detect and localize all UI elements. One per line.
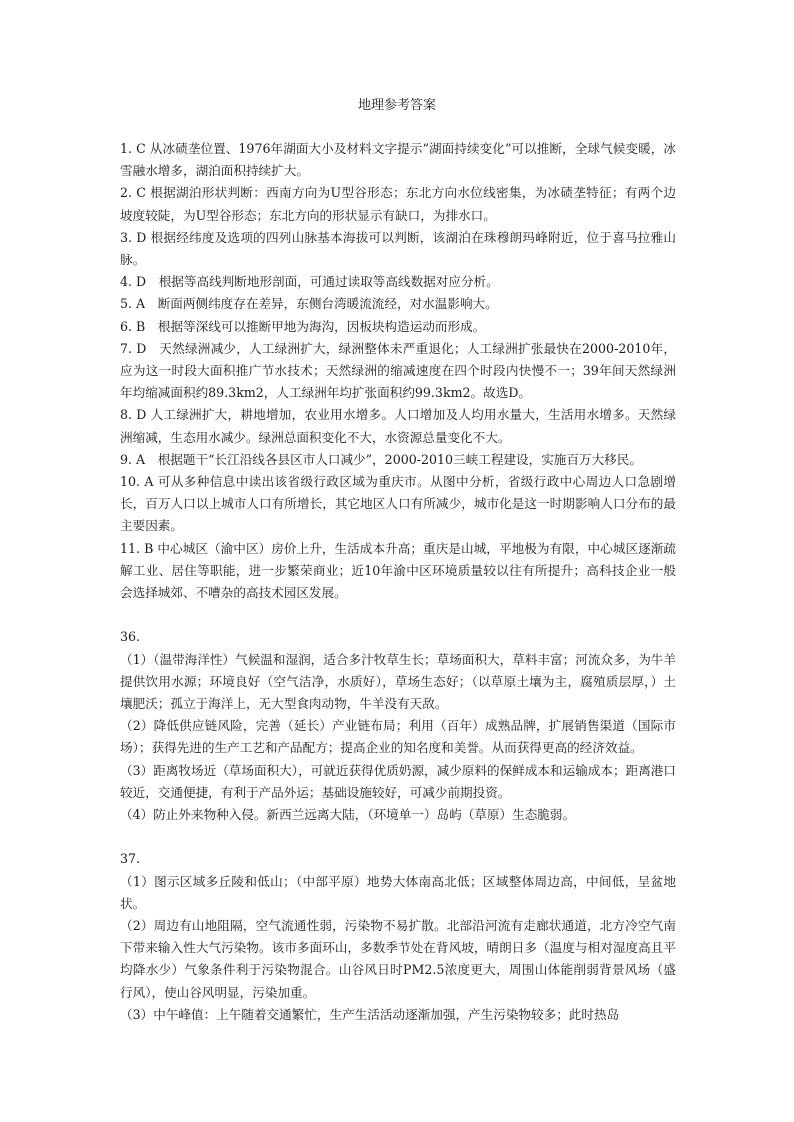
question-number: 37. [120,851,141,867]
answer-item: 1. C 从冰碛垄位置、1976年湖面大小及材料文字提示“湖面持续变化”可以推断，全球气候变暖，冰雪融水增多，湖泊面积持续扩大。 [120,141,676,179]
answer-item: 10. A 可从多种信息中读出该省级行政区域为重庆市。从图中分析，省级行政中心周边人口急剧增长，百万人口以上城市人口有所增长，其它地区人口有所减少，城市化是这一时期影响人口分布的最主要因素。 [120,474,676,534]
answer-item: 8. D 人工绿洲扩大，耕地增加，农业用水增多。人口增加及人均用水量大，生活用水增多。天然绿洲缩减，生态用水减少。绿洲总面积变化不大，水资源总量变化不大。 [120,407,676,445]
answer-item: 11. B 中心城区（渝中区）房价上升，生活成本升高；重庆是山城，平地极为有限，中心城区逐渐疏解工业、居住等职能，进一步繁荣商业；近10年渝中区环境质量较以往有所提升；高科技企业一般会选择城郊、不嘈杂的高技术园区发展。 [120,540,676,601]
sub-answer: （4）防止外来物种入侵。新西兰远离大陆，（环境单一）岛屿（草原）生态脆弱。 [120,807,576,823]
sub-answer: （3）距离牧场近（草场面积大），可就近获得优质奶源，减少原料的保鲜成本和运输成本；距离港口较近，交通便捷，有利于产品外运；基础设施较好，可减少前期投资。 [120,762,676,800]
section-spacer [120,604,676,626]
answer-item: 2. C 根据湖泊形状判断：西南方向为U型谷形态；东北方向水位线密集，为冰碛垄特征；有两个边坡度较陡，为U型谷形态；东北方向的形状显示有缺口，为排水口。 [120,185,676,223]
section-spacer [120,826,676,848]
answer-item: 7. D 天然绿洲减少，人工绿洲扩大，绿洲整体未严重退化；人工绿洲扩张最快在2000-2010年，应为这一时段大面积推广节水技术；天然绿洲的缩减速度在四个时段内快慢不一；39年间天然绿洲年均缩减面积约89.3km2，人工绿洲年均扩张面积约99.3km2。故选D。 [120,340,676,401]
answer-item: 4. D 根据等高线判断地形剖面，可通过读取等高线数据对应分析。 [120,274,499,290]
sub-answer: （3）中午峰值：上午随着交通繁忙，生产生活活动逐渐加强，产生污染物较多；此时热岛 [120,1006,620,1022]
answer-item: 3. D 根据经纬度及选项的四列山脉基本海拔可以判断，该湖泊在珠穆朗玛峰附近，位于喜马拉雅山脉。 [120,229,676,268]
answer-item: 9. A 根据题干“长江沿线各县区市人口减少”，2000-2010三峡工程建设，实施百万大移民。 [120,451,642,467]
sub-answer: （2）降低供应链风险，完善（延长）产业链布局；利用（百年）成熟品牌，扩展销售渠道（国际市场）；获得先进的生产工艺和产品配方；提高企业的知名度和美誉。从而获得更高的经济效益。 [120,718,676,756]
answer-item: 6. B 根据等深线可以推断甲地为海沟，因板块构造运动而形成。 [120,318,486,334]
sub-answer: （1）（温带海洋性）气候温和湿润，适合多汁牧草生长；草场面积大，草料丰富；河流众多，为牛羊提供饮用水源；环境良好（空气洁净，水质好），草场生态好；（以草原土壤为主，腐殖质层厚，）土壤肥沃；孤立于海洋上，无大型食肉动物，牛羊没有天敌。 [120,651,676,712]
question-number: 36. [120,629,141,645]
answer-body [120,138,676,1026]
answer-item: 5. A 断面两侧纬度存在差异，东侧台湾暖流流经，对水温影响大。 [120,296,498,312]
sub-answer: （1）图示区域多丘陵和低山；（中部平原）地势大体南高北低；区域整体周边高，中间低，呈盆地状。 [120,873,676,911]
sub-answer: （2）周边有山地阻隔，空气流通性弱，污染物不易扩散。北部沿河流有走廊状通道，北方冷空气南下带来输入性大气污染物。该市多面环山，多数季节处在背风坡，晴朗日多（温度与相对湿度高且平均降水少）气象条件利于污染物混合。山谷风日时PM2.5浓度更大，周围山体能削弱背景风场（盛行风），使山谷风明显，污染加重。 [120,918,676,1000]
page-title: 地理参考答案 [357,98,436,113]
